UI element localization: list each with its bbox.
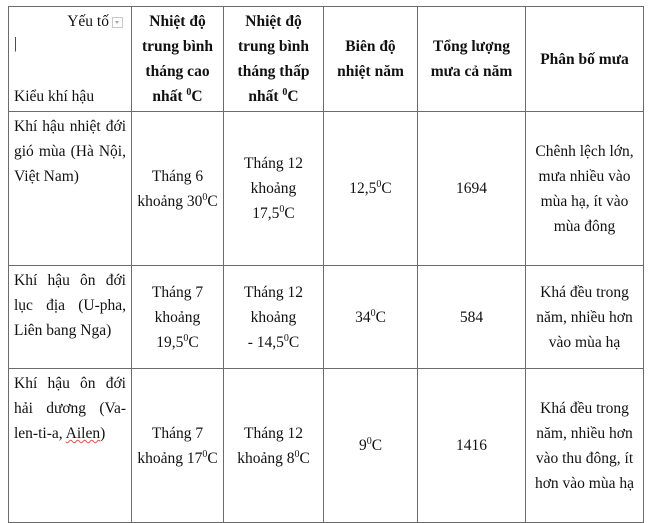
row-climate-name: Khí hậu ôn đới lục địa (U-pha, Liên bang Nga) [9, 266, 132, 369]
spellcheck-word: Ailen [65, 425, 101, 442]
header-distribution: Phân bố mưa [526, 7, 644, 112]
row-amplitude: $9^0C$ [324, 369, 418, 523]
row-max-temp: Tháng 7 khoảng 19,5$^0$C [132, 266, 224, 369]
row-rainfall: 584 [418, 266, 526, 369]
row-amplitude: $34^0C$ [324, 266, 418, 369]
header-climate-type: Kiểu khí hậu [14, 88, 95, 105]
header-row [9, 7, 644, 112]
row-min-temp: Tháng 12 khoảng 17,5$^0$C [224, 112, 324, 266]
row-max-temp: Tháng 6 khoảng $30^0C$ [132, 112, 224, 266]
header-min-temp: Nhiệt độ trung bình tháng thấp nhất $^0$C [224, 7, 324, 112]
table-row [9, 369, 644, 523]
header-diagonal-cell [9, 7, 132, 112]
header-amplitude: Biên độ nhiệt năm [324, 7, 418, 112]
header-max-temp: Nhiệt độ trung bình tháng cao nhất $^0$C [132, 7, 224, 112]
text-cursor: | [14, 35, 18, 52]
row-climate-name: Khí hậu nhiệt đới gió mùa (Hà Nội, Việt Nam) [9, 112, 132, 266]
header-factor: Yếu tố [67, 9, 123, 34]
row-rainfall: 1416 [418, 369, 526, 523]
dropdown-icon[interactable] [112, 17, 123, 28]
table-row [9, 112, 644, 266]
row-distribution: Chênh lệch lớn, mưa nhiều vào mùa hạ, ít vào mùa đông [526, 112, 644, 266]
row-amplitude: 12,5$^0$C [324, 112, 418, 266]
row-climate-name: Khí hậu ôn đới hải dương (Va-len-ti-a, Ailen) [9, 369, 132, 523]
climate-comparison-table [8, 6, 644, 523]
header-rainfall: Tổng lượng mưa cả năm [418, 7, 526, 112]
row-min-temp: Tháng 12 khoảng - 14,5$^0$C [224, 266, 324, 369]
row-rainfall: 1694 [418, 112, 526, 266]
row-min-temp: Tháng 12 khoảng $8^0C$ [224, 369, 324, 523]
row-max-temp: Tháng 7 khoảng $17^0C$ [132, 369, 224, 523]
table-row [9, 266, 644, 369]
row-distribution: Khá đều trong năm, nhiều hơn vào thu đông, ít hơn vào mùa hạ [526, 369, 644, 523]
row-distribution: Khá đều trong năm, nhiều hơn vào mùa hạ [526, 266, 644, 369]
